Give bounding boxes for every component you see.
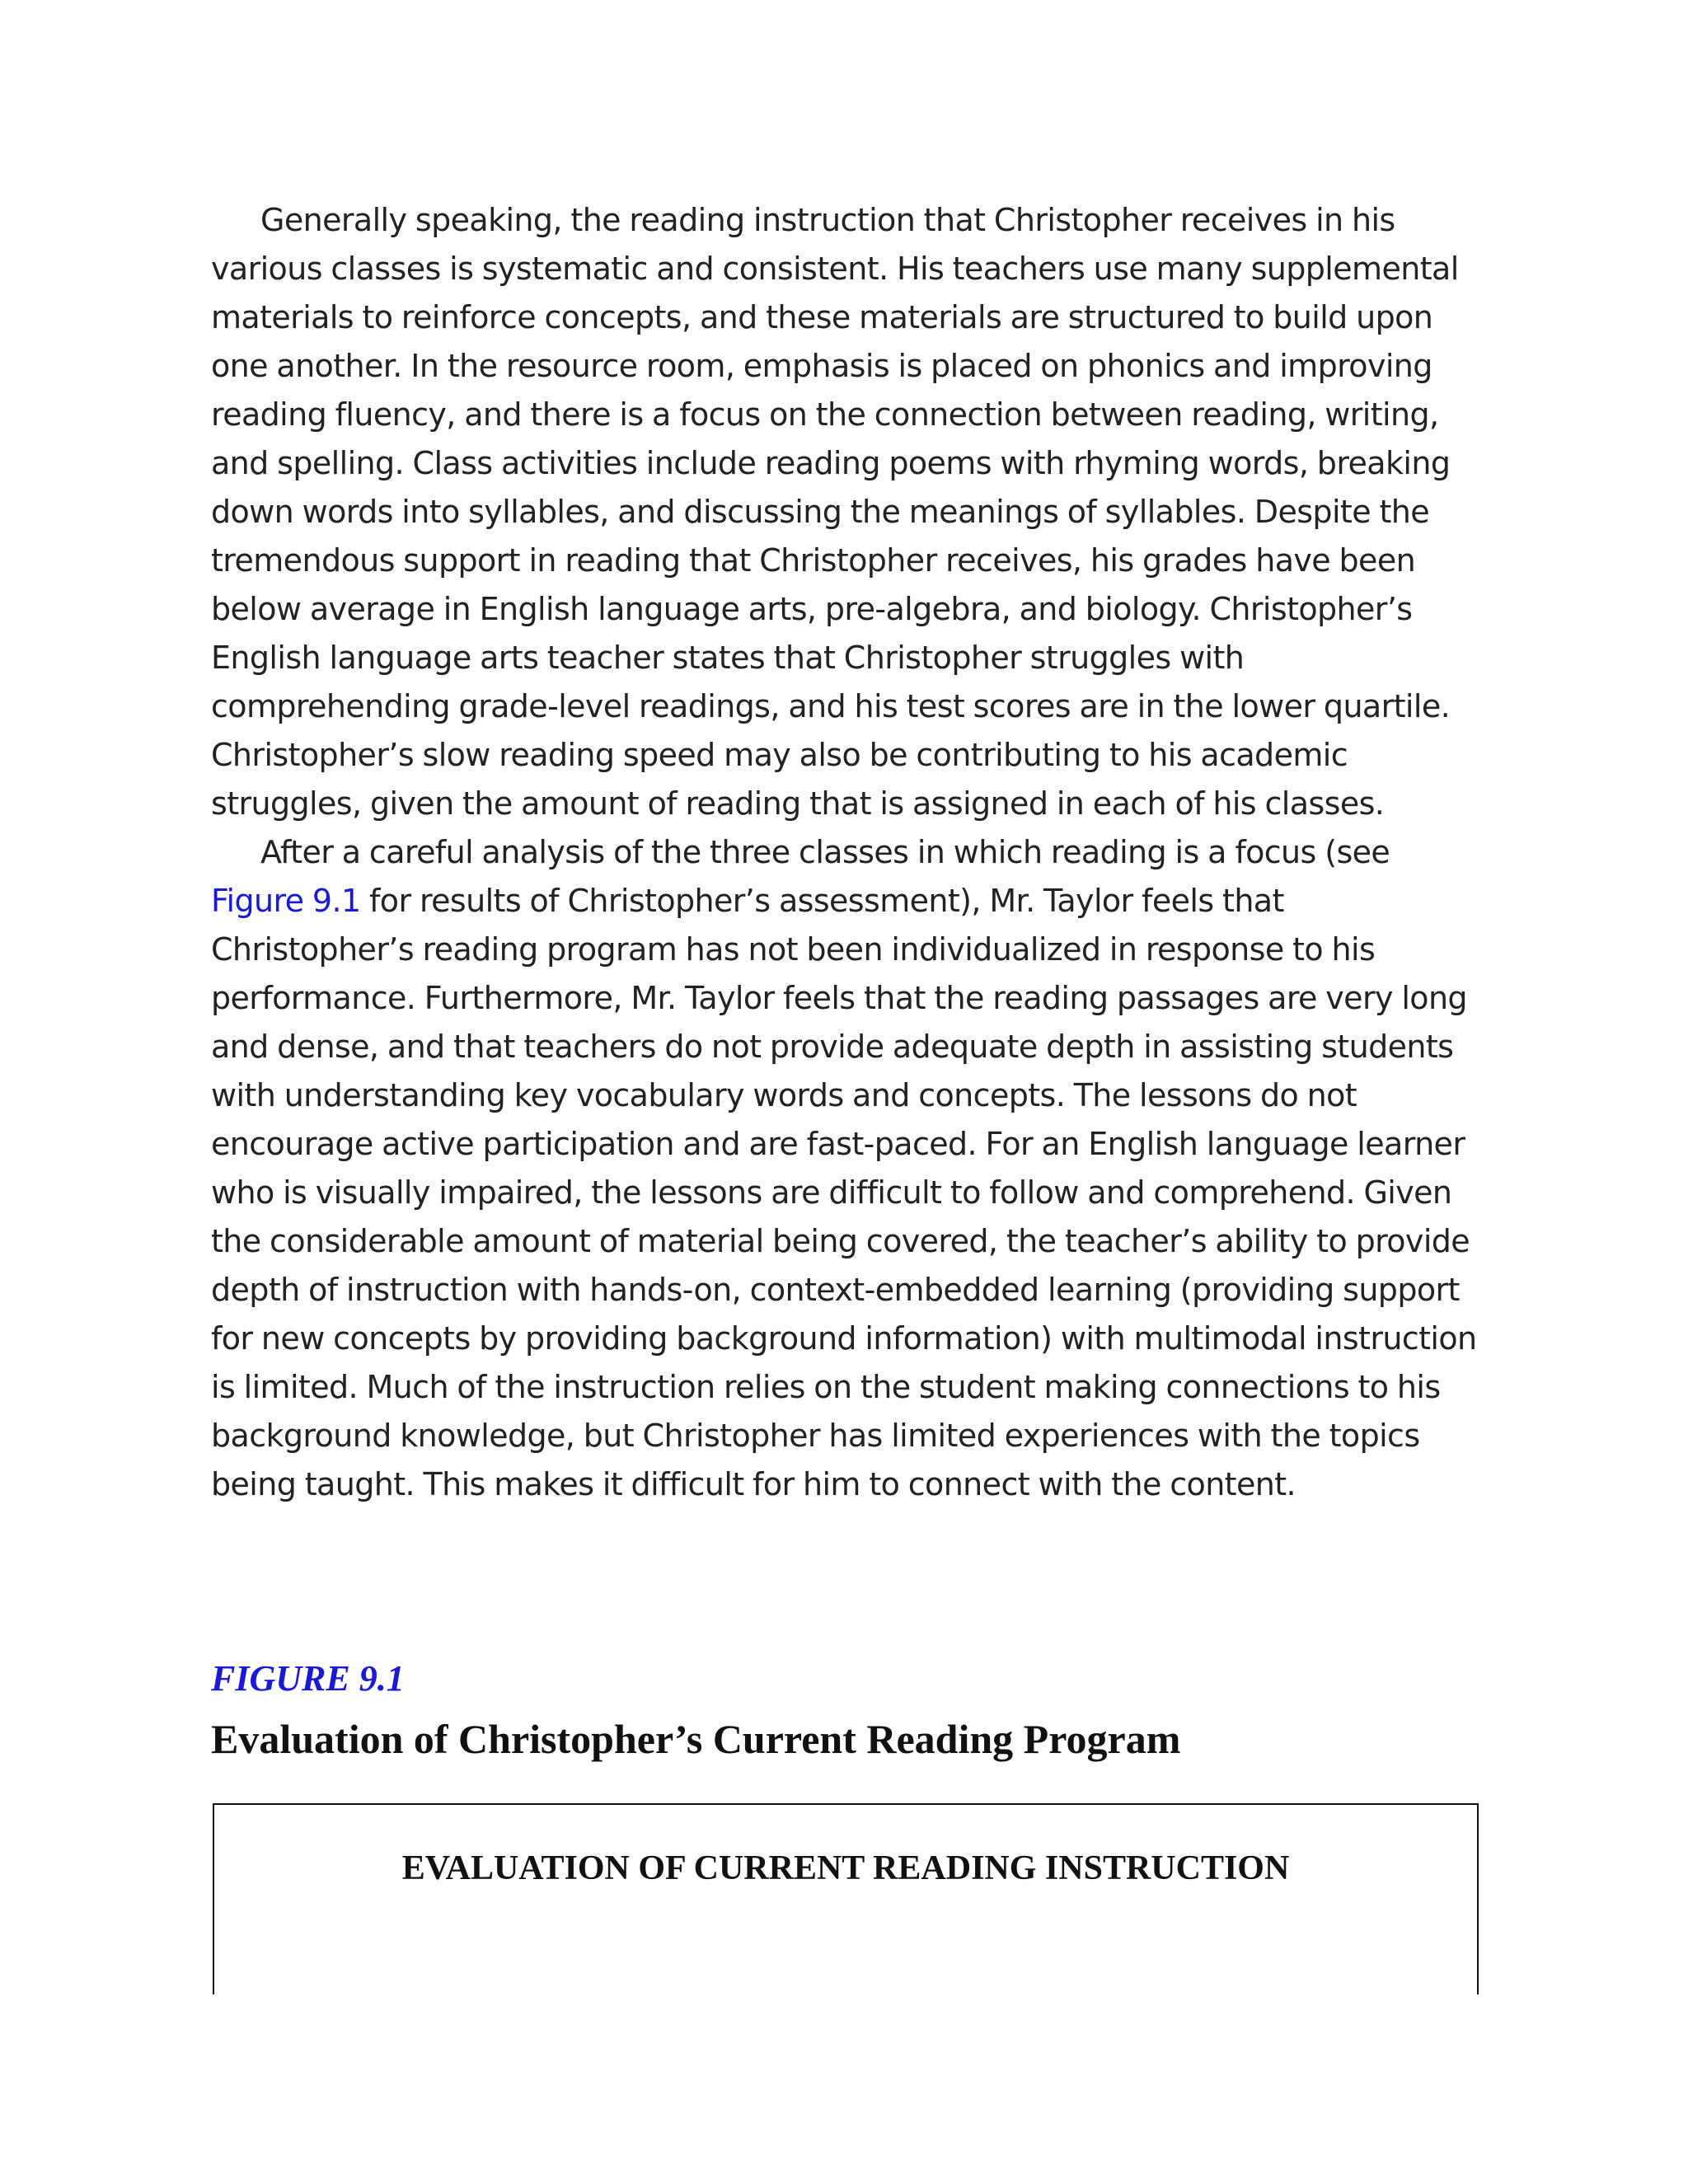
figure-label: FIGURE 9.1 [211,1658,405,1699]
paragraph-1: Generally speaking, the reading instruction that Christopher receives in his various classes is systematic and consistent. His teachers use many supplemental materials to reinforce concepts, and these materials are structured to build upon one another. In the resource room, emphasis is placed on phonics and improving reading fluency, and there is a focus on the connection between reading, writing, and spelling. Class activities include reading poems with rhyming words, breaking down words into syllables, and discussing the meanings of syllables. Despite the tremendous support in reading that Christopher receives, his grades have been below average in English language arts, pre-algebra, and biology. Christopher’s English language arts teacher states that Christopher struggles with comprehending grade-level readings, and his test scores are in the lower quartile. Christopher’s slow reading speed may also be contributing to his academic struggles, given the amount of reading that is assigned in each of his classes. [211,202,1459,822]
paragraph-2-rest: for results of Christopher’s assessment), Mr. Taylor feels that Christopher’s reading program has not been individualized in response to his performance. Furthermore, Mr. Taylor feels that the reading passages are very long and dense, and that teachers do not provide adequate depth in assisting students with understanding key vocabulary words and concepts. The lessons do not encourage active participation and are fast-paced. For an English language learner who is visually impaired, the lessons are difficult to follow and comprehend. Given the considerable amount of material being covered, the teacher’s ability to provide depth of instruction with hands-on, context-embedded learning (providing support for new concepts by providing background information) with multimodal instruction is limited. Much of the instruction relies on the student making connections to his background knowledge, but Christopher has limited experiences with the topics being taught. This makes it difficult for him to connect with the content. [211,883,1477,1502]
paragraph-2 [211,828,1480,1509]
figure-box [213,1803,1479,1994]
figure-title: Evaluation of Christopher’s Current Reading Program [211,1716,1181,1762]
figure-9-1-link[interactable]: Figure 9.1 [211,883,361,919]
body-text [211,196,1480,1509]
paragraph-2-start: After a careful analysis of the three classes in which reading is a focus (see [260,834,1390,870]
figure-box-heading: EVALUATION OF CURRENT READING INSTRUCTION [401,1849,1290,1887]
